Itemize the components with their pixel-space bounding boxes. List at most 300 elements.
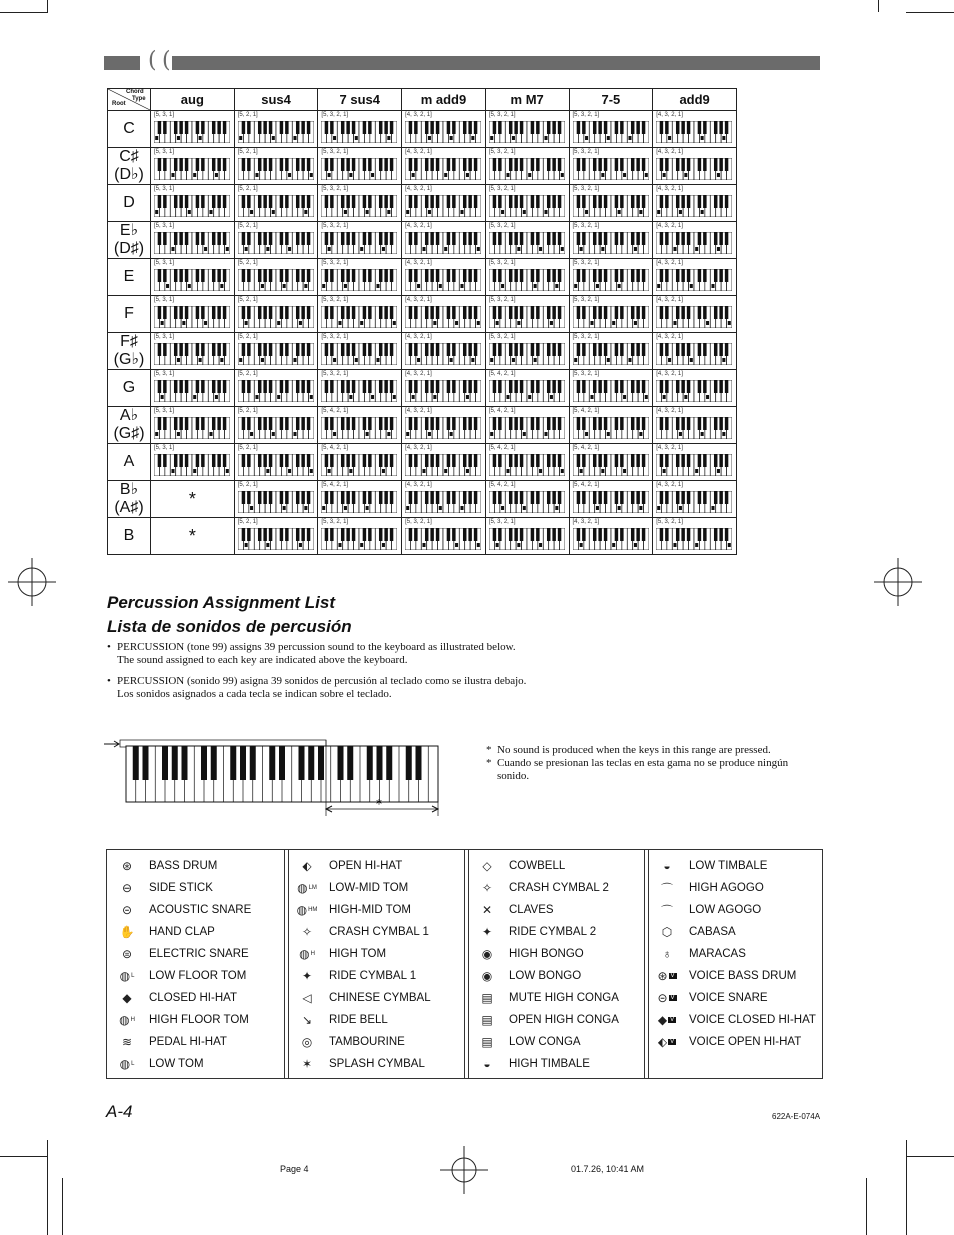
chord-root <box>108 296 151 333</box>
chord-cell <box>485 185 569 222</box>
mini-keyboard-icon <box>405 343 481 365</box>
percussion-item <box>115 1053 204 1075</box>
chord-cell <box>485 148 569 185</box>
mini-keyboard-icon <box>321 491 397 513</box>
mini-keyboard-icon <box>489 121 565 143</box>
fingering-label: [5, 3, 2, 1] <box>572 371 600 377</box>
page-label: A-4 <box>106 1102 133 1121</box>
fingering-label: [4, 3, 2, 1] <box>656 297 683 303</box>
chord-cell <box>485 481 569 518</box>
chord-type-header: aug <box>151 89 235 111</box>
mini-keyboard-icon <box>489 417 565 439</box>
header-bar <box>104 56 140 70</box>
percussion-item <box>115 987 237 1009</box>
fingering-label: [5, 3, 2, 1] <box>321 149 349 155</box>
mini-keyboard-icon <box>573 528 649 550</box>
percussion-item <box>115 1009 249 1031</box>
fingering-label: [5, 3, 2, 1] <box>572 260 600 266</box>
chord-cell <box>485 444 569 481</box>
registration-mark <box>874 558 922 606</box>
percussion-label: LOW FLOOR TOM <box>149 970 247 982</box>
fingering-label: [5, 3, 1] <box>154 408 175 414</box>
cabasa-icon: ⬡ <box>661 925 673 939</box>
percussion-label: CRASH CYMBAL 1 <box>329 926 429 938</box>
chord-type-header: sus4 <box>234 89 318 111</box>
note-en: No sound is produced when the keys in this range are pressed. <box>497 744 771 756</box>
fingering-label: [5, 3, 1] <box>154 260 175 266</box>
chord-cell <box>653 407 737 444</box>
fingering-label: [4, 3, 2, 1] <box>656 149 683 155</box>
percussion-label: HIGH TOM <box>329 948 387 960</box>
percussion-item <box>115 921 215 943</box>
chord-cell <box>653 185 737 222</box>
chord-cell <box>234 370 318 407</box>
percussion-item <box>655 877 764 899</box>
chord-cell <box>402 222 486 259</box>
chord-cell <box>485 222 569 259</box>
chord-cell <box>485 259 569 296</box>
mini-keyboard-icon <box>154 158 230 180</box>
crop-mark <box>866 1178 867 1235</box>
percussion-item <box>295 877 408 899</box>
mini-keyboard-icon <box>489 232 565 254</box>
mini-keyboard-icon <box>489 269 565 291</box>
mini-keyboard-icon <box>321 380 397 402</box>
conga-icon: ▤ <box>481 1013 493 1027</box>
percussion-label: VOICE CLOSED HI-HAT <box>689 1014 816 1026</box>
icon-tag: LM <box>308 885 317 891</box>
column-separator <box>644 850 649 1078</box>
chord-root <box>108 444 151 481</box>
percussion-item <box>475 943 584 965</box>
note-star: * <box>486 757 492 769</box>
mini-keyboard-icon <box>489 306 565 328</box>
chord-cell <box>402 333 486 370</box>
mini-keyboard-icon <box>405 417 481 439</box>
chord-cell <box>318 148 402 185</box>
chord-table <box>107 88 737 555</box>
percussion-item <box>655 899 761 921</box>
corner-label: Type <box>132 96 146 102</box>
percussion-label: SIDE STICK <box>149 882 213 894</box>
chord-cell <box>151 370 235 407</box>
mini-keyboard-icon <box>656 454 732 476</box>
percussion-item <box>115 965 246 987</box>
percussion-label: COWBELL <box>509 860 566 872</box>
fingering-label: [5, 3, 1] <box>154 334 175 340</box>
chord-cell <box>402 481 486 518</box>
chord-cell <box>234 259 318 296</box>
chord-root-label: E <box>123 268 135 285</box>
chord-root <box>108 407 151 444</box>
chord-cell <box>234 333 318 370</box>
chord-cell <box>234 111 318 148</box>
percussion-item <box>115 1031 227 1053</box>
mini-keyboard-icon <box>405 121 481 143</box>
percussion-label: CABASA <box>689 926 736 938</box>
chord-row <box>108 481 737 518</box>
mini-keyboard-icon <box>656 380 732 402</box>
fingering-label: [5, 3, 1] <box>154 445 175 451</box>
registration-mark <box>8 558 56 606</box>
chord-cell <box>318 370 402 407</box>
mini-keyboard-icon <box>405 454 481 476</box>
percussion-item <box>115 877 213 899</box>
chord-cell <box>653 296 737 333</box>
ride-bell-icon: ↘ <box>301 1013 313 1027</box>
fingering-label: [5, 3, 1] <box>154 186 175 192</box>
icon-tag: H <box>130 1017 135 1023</box>
percussion-label: HIGH AGOGO <box>689 882 764 894</box>
mini-keyboard-icon <box>238 417 314 439</box>
chord-root-label: F <box>124 305 134 322</box>
chord-table-body <box>108 111 737 555</box>
chord-cell <box>569 296 653 333</box>
claves-icon: ✕ <box>481 903 493 917</box>
mini-keyboard-icon <box>321 269 397 291</box>
fingering-label: [5, 3, 1] <box>154 149 175 155</box>
chord-root <box>108 481 151 518</box>
fingering-label: [5, 3, 2, 1] <box>488 260 516 266</box>
chord-cell <box>234 222 318 259</box>
mini-keyboard-icon <box>238 195 314 217</box>
chord-cell <box>151 444 235 481</box>
chord-root <box>108 259 151 296</box>
chord-cell <box>151 111 235 148</box>
fingering-label: [5, 2, 1] <box>237 223 258 229</box>
chord-root <box>108 370 151 407</box>
mini-keyboard-icon <box>656 491 732 513</box>
percussion-item <box>475 899 554 921</box>
mini-keyboard-icon <box>489 343 565 365</box>
conga-icon: ▤ <box>481 991 493 1005</box>
hand-clap-icon: ✋ <box>119 925 135 939</box>
mini-keyboard-icon <box>656 158 732 180</box>
range-star: * <box>376 797 382 811</box>
fingering-label: [5, 3, 2, 1] <box>656 519 683 525</box>
percussion-label: ACOUSTIC SNARE <box>149 904 252 916</box>
tambourine-icon: ◎ <box>301 1035 313 1049</box>
voice-badge: V <box>670 1017 675 1023</box>
fingering-label: [5, 2, 1] <box>237 260 258 266</box>
percussion-item <box>475 1009 619 1031</box>
percussion-label: HIGH-MID TOM <box>329 904 411 916</box>
percussion-label: HIGH TIMBALE <box>509 1058 590 1070</box>
mini-keyboard-icon <box>405 269 481 291</box>
fingering-label: [5, 3, 2, 1] <box>572 186 600 192</box>
timestamp: 01.7.26, 10:41 AM <box>571 1164 645 1174</box>
chord-cell <box>569 222 653 259</box>
mini-keyboard-icon <box>405 306 481 328</box>
percussion-list <box>106 849 823 1079</box>
chord-cell <box>485 333 569 370</box>
percussion-label: HIGH BONGO <box>509 948 584 960</box>
mini-keyboard-icon <box>238 491 314 513</box>
header-paren-icon: ( <box>148 48 157 73</box>
fingering-label: [5, 4, 2, 1] <box>321 482 349 488</box>
mini-keyboard-icon <box>321 528 397 550</box>
fingering-label: [5, 3, 2, 1] <box>321 223 349 229</box>
fingering-label: [5, 3, 2, 1] <box>321 519 349 525</box>
chord-root-alt-label: (A♯) <box>114 499 144 516</box>
chord-cell <box>402 111 486 148</box>
ride-cymbal-icon: ✦ <box>301 969 313 983</box>
mini-keyboard-icon <box>489 454 565 476</box>
percussion-label: VOICE SNARE <box>689 992 768 1004</box>
chord-cell <box>485 370 569 407</box>
mini-keyboard-icon <box>573 158 649 180</box>
chord-cell <box>485 111 569 148</box>
mini-keyboard-icon <box>573 417 649 439</box>
fingering-label: [5, 4, 2, 1] <box>488 482 516 488</box>
mini-keyboard-icon <box>405 232 481 254</box>
fingering-label: [5, 4, 2, 1] <box>488 408 516 414</box>
mini-keyboard-icon <box>238 121 314 143</box>
fingering-label: [5, 3, 2, 1] <box>488 223 516 229</box>
mini-keyboard-icon <box>321 158 397 180</box>
note-es-line2: sonido. <box>497 770 530 782</box>
fingering-label: [5, 3, 2, 1] <box>405 519 432 525</box>
mini-keyboard-icon <box>321 454 397 476</box>
percussion-label: RIDE BELL <box>329 1014 388 1026</box>
mini-keyboard-icon <box>489 380 565 402</box>
chord-cell <box>569 111 653 148</box>
header-bar <box>172 56 820 70</box>
mini-keyboard-icon <box>154 195 230 217</box>
percussion-item <box>655 965 796 987</box>
chord-row <box>108 370 737 407</box>
fingering-label: [4, 3, 2, 1] <box>405 186 432 192</box>
fingering-label: [5, 3, 2, 1] <box>572 223 600 229</box>
corner-label: Root <box>112 101 126 107</box>
chord-cell <box>569 518 653 555</box>
chord-cell <box>485 407 569 444</box>
document-code: 622A-E-074A <box>772 1112 821 1121</box>
fingering-label: [5, 2, 1] <box>237 371 258 377</box>
fingering-label: [5, 3, 2, 1] <box>321 186 349 192</box>
pedal-hi-hat-icon: ≋ <box>121 1035 133 1049</box>
mini-keyboard-icon <box>489 528 565 550</box>
percussion-label: OPEN HIGH CONGA <box>509 1014 619 1026</box>
percussion-label: LOW TOM <box>149 1058 204 1070</box>
chord-row <box>108 259 737 296</box>
chord-cell <box>569 259 653 296</box>
chord-cell <box>318 222 402 259</box>
mini-keyboard-icon <box>573 343 649 365</box>
chord-cell <box>653 222 737 259</box>
percussion-label: TAMBOURINE <box>329 1036 405 1048</box>
percussion-label: ELECTRIC SNARE <box>149 948 249 960</box>
percussion-label: RIDE CYMBAL 2 <box>509 926 597 938</box>
chord-cell <box>234 518 318 555</box>
high-tom-icon: ◍ H <box>299 947 315 961</box>
chord-cell <box>653 370 737 407</box>
chord-cell <box>402 148 486 185</box>
percussion-label: CHINESE CYMBAL <box>329 992 431 1004</box>
column-separator <box>284 850 289 1078</box>
cowbell-icon: ◇ <box>482 859 492 873</box>
chord-row <box>108 148 737 185</box>
chord-cell <box>151 222 235 259</box>
mini-keyboard-icon <box>321 417 397 439</box>
chord-cell <box>485 518 569 555</box>
fingering-label: [5, 3, 2, 1] <box>488 334 516 340</box>
chord-root <box>108 111 151 148</box>
mini-keyboard-icon <box>489 158 565 180</box>
chord-cell <box>569 333 653 370</box>
chord-cell <box>318 111 402 148</box>
registration-mark <box>440 1146 488 1194</box>
fingering-label: [5, 2, 1] <box>237 482 258 488</box>
crop-mark <box>62 1178 63 1235</box>
chord-cell <box>318 185 402 222</box>
percussion-item <box>475 855 565 877</box>
fingering-label: [5, 2, 1] <box>237 149 258 155</box>
fingering-label: [5, 2, 1] <box>237 297 258 303</box>
chord-cell <box>653 444 737 481</box>
high-floor-tom-icon: ◍ H <box>119 1013 135 1027</box>
percussion-item <box>115 943 249 965</box>
chord-row <box>108 296 737 333</box>
chord-table-corner <box>108 89 151 111</box>
percussion-item <box>295 987 431 1009</box>
mini-keyboard-icon <box>656 306 732 328</box>
mini-keyboard-icon <box>238 380 314 402</box>
percussion-item <box>295 1053 425 1075</box>
chord-cell <box>402 444 486 481</box>
chord-cell <box>318 333 402 370</box>
bass-drum-icon: ⊛ <box>121 859 133 873</box>
conga-icon: ▤ <box>481 1035 493 1049</box>
chord-type-header: m add9 <box>402 89 486 111</box>
icon-tag: H <box>310 951 315 957</box>
mini-keyboard-icon <box>321 121 397 143</box>
fingering-label: [5, 2, 1] <box>237 408 258 414</box>
percussion-label: RIDE CYMBAL 1 <box>329 970 417 982</box>
chord-root-label: G <box>122 379 136 396</box>
low-floor-tom-icon: ◍ L <box>119 969 135 983</box>
chord-row <box>108 518 737 555</box>
mini-keyboard-icon <box>238 306 314 328</box>
chinese-cymbal-icon: ◁ <box>302 991 312 1005</box>
mini-keyboard-icon <box>573 195 649 217</box>
crop-mark <box>906 1156 954 1157</box>
fingering-label: [4, 3, 2, 1] <box>405 260 432 266</box>
closed-hi-hat-icon: ◆ <box>122 991 132 1005</box>
bullet: • <box>107 641 111 653</box>
mini-keyboard-icon <box>238 232 314 254</box>
mini-keyboard-icon <box>154 454 230 476</box>
mini-keyboard-icon <box>154 121 230 143</box>
chord-cell <box>318 444 402 481</box>
mini-keyboard-icon <box>489 195 565 217</box>
chord-cell <box>653 259 737 296</box>
chord-cell <box>569 407 653 444</box>
chord-cell <box>569 444 653 481</box>
fingering-label: [4, 3, 2, 1] <box>656 334 683 340</box>
mini-keyboard-icon <box>154 232 230 254</box>
percussion-label: VOICE BASS DRUM <box>689 970 797 982</box>
percussion-label: BASS DRUM <box>149 860 218 872</box>
fingering-label: [5, 2, 1] <box>237 519 258 525</box>
percussion-label: MUTE HIGH CONGA <box>509 992 619 1004</box>
fingering-label: [4, 3, 2, 1] <box>656 408 683 414</box>
keyboard-illustration <box>104 736 444 816</box>
chord-root <box>108 333 151 370</box>
chord-type-header: m M7 <box>485 89 569 111</box>
fingering-label: [5, 2, 1] <box>237 186 258 192</box>
chord-cell <box>151 407 235 444</box>
chord-root-label: C♯ <box>119 148 139 165</box>
chord-type-header: add9 <box>653 89 737 111</box>
mini-keyboard-icon <box>154 269 230 291</box>
fingering-label: [5, 3, 1] <box>154 223 175 229</box>
section-title: Percussion Assignment List <box>107 593 335 612</box>
mini-keyboard-icon <box>656 417 732 439</box>
maracas-icon: ♁ <box>662 947 672 961</box>
description-es-line2: Los sonidos asignados a cada tecla se indican sobre el teclado. <box>117 688 392 700</box>
low-mid-tom-icon: ◍ LM <box>297 881 317 895</box>
mini-keyboard-icon <box>573 121 649 143</box>
percussion-item <box>115 855 217 877</box>
percussion-item <box>655 921 736 943</box>
fingering-label: [5, 4, 2, 1] <box>572 445 600 451</box>
chord-row <box>108 185 737 222</box>
fingering-label: [5, 2, 1] <box>237 445 258 451</box>
crash-cymbal-icon: ✧ <box>481 881 493 895</box>
mini-keyboard-icon <box>321 232 397 254</box>
agogo-icon: ⌒ <box>660 881 673 896</box>
mini-keyboard-icon <box>238 269 314 291</box>
chord-cell <box>653 333 737 370</box>
percussion-label: MARACAS <box>689 948 746 960</box>
fingering-label: [5, 4, 2, 1] <box>488 371 516 377</box>
percussion-label: CLOSED HI-HAT <box>149 992 237 1004</box>
chord-root-alt-label: (D♯) <box>113 240 145 257</box>
chord-root <box>108 518 151 555</box>
note-es-line1: Cuando se presionan las teclas en esta gama no se produce ningún <box>497 757 789 769</box>
percussion-label: HIGH FLOOR TOM <box>149 1014 249 1026</box>
chord-row <box>108 407 737 444</box>
mini-keyboard-icon <box>656 343 732 365</box>
chord-cell <box>569 481 653 518</box>
percussion-label: VOICE OPEN HI-HAT <box>689 1036 802 1048</box>
unavailable-mark: * <box>188 526 196 546</box>
chord-cell <box>318 407 402 444</box>
icon-tag: L <box>131 1061 135 1067</box>
percussion-item <box>655 1031 801 1053</box>
mini-keyboard-icon <box>405 195 481 217</box>
chord-root-alt-label: (G♯) <box>113 425 145 442</box>
percussion-item <box>295 965 416 987</box>
chord-row <box>108 111 737 148</box>
chord-cell <box>653 481 737 518</box>
agogo-icon: ⌒ <box>660 903 673 918</box>
fingering-label: [4, 3, 2, 1] <box>656 445 683 451</box>
mini-keyboard-icon <box>405 380 481 402</box>
chord-cell <box>569 148 653 185</box>
chord-cell <box>318 518 402 555</box>
fingering-label: [5, 3, 2, 1] <box>488 519 516 525</box>
percussion-item <box>655 987 768 1009</box>
percussion-label: PEDAL HI-HAT <box>149 1036 227 1048</box>
percussion-item <box>655 1009 816 1031</box>
fingering-label: [5, 3, 2, 1] <box>572 112 600 118</box>
mini-keyboard-icon <box>405 528 481 550</box>
chord-table-header <box>108 89 737 111</box>
chord-cell <box>402 518 486 555</box>
chord-root-label: A <box>123 453 135 470</box>
